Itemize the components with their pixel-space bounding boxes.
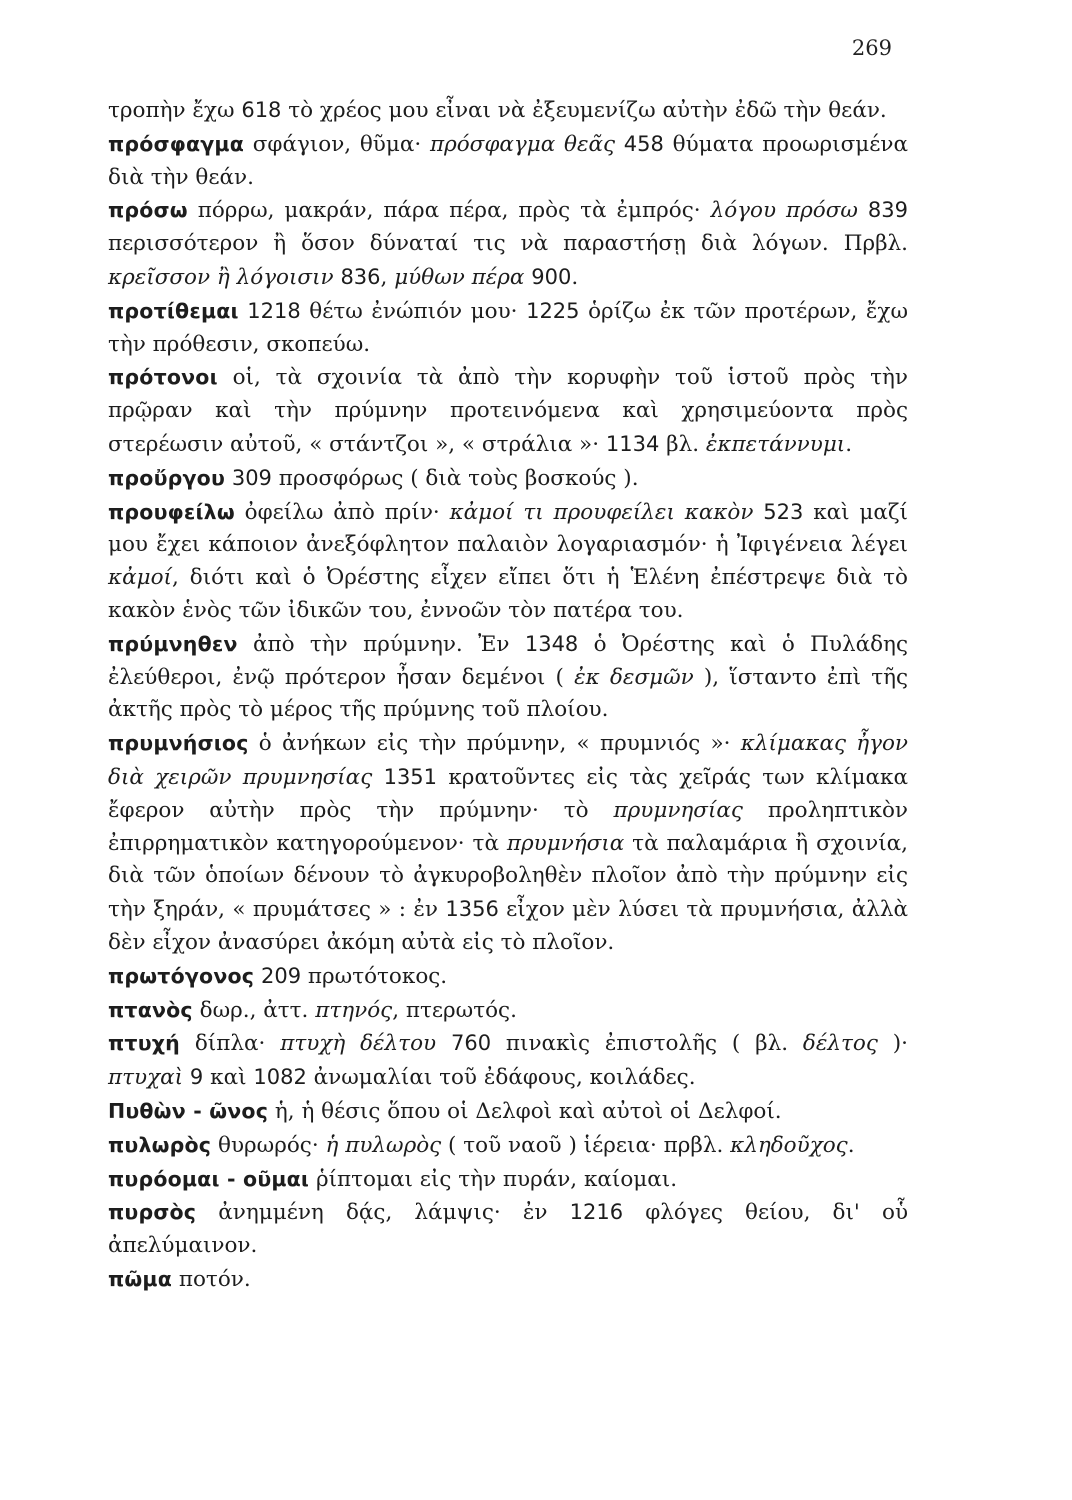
entry-text: 1356 (445, 897, 499, 922)
entry-text: 1351 (383, 764, 438, 789)
entry-text: φλόγες θείου, δι' οὗ ἀπελύμαινον. (108, 1200, 909, 1259)
entry-pyrsos (108, 1196, 908, 1263)
entry-text: μύθων πέρα (394, 264, 525, 290)
headword: πτανὸς (108, 997, 193, 1022)
entry-continuation (108, 94, 908, 128)
entry-text: ποτόν. (172, 1266, 251, 1292)
entry-text (254, 964, 261, 989)
entry-ptyche (108, 1027, 908, 1095)
entry-text: σφάγιον, θῦμα· (244, 131, 430, 157)
entry-text: πρόσφαγμα θεᾶς (429, 131, 616, 157)
headword: πτυχή (108, 1031, 180, 1056)
entry-text: κληδοῦχος (730, 1132, 848, 1158)
entry-text: τὸ χρέος μου εἶναι νὰ ἐξευμενίζω αὐτὴν ἐδῶ τὴν θεάν. (281, 98, 887, 123)
entry-text: δωρ., ἀττ. (192, 997, 316, 1023)
headword: πῶμα (108, 1266, 173, 1291)
entry-text: ὁ ἀνήκων εἰς τὴν πρύμνην, « πρυμνιός »· (248, 731, 741, 757)
entry-text: κἀμοί (108, 565, 172, 591)
entry-proso (108, 194, 908, 294)
entry-text: ), ἵσταντο ἐπὶ τῆς ἀκτῆς πρὸς τὸ μέρος τῆς πρύμνης τοῦ πλοίου. (108, 664, 909, 723)
entry-text: θύματα προωρισμένα διὰ τὴν θεάν. (108, 131, 908, 190)
entry-pyloros (108, 1129, 908, 1163)
headword: πυλωρὸς (108, 1132, 212, 1157)
entry-text: 458 (623, 131, 664, 156)
entry-text: πόρρω, μακράν, πάρα πέρα, πρὸς τὰ ἐμπρός· (187, 198, 711, 224)
entry-pyroomai (108, 1163, 908, 1197)
headword: προτίθεμαι (108, 298, 239, 323)
entry-text: 1348 (524, 631, 579, 656)
entry-text: προληπτικὸν ἐπιρρηματικὸν κατηγορούμενον· τὰ (108, 797, 908, 856)
headword: πρύμνηθεν (108, 631, 238, 656)
entry-text: καὶ (203, 1065, 254, 1091)
entry-text: πρωτότοκος. (301, 963, 448, 989)
entry-text: ἀνωμαλίαι τοῦ ἐδάφους, κοιλάδες. (306, 1065, 696, 1091)
entry-prymnethen (108, 628, 908, 727)
entry-text: 1082 (253, 1065, 307, 1090)
entry-text: θυρωρός· (211, 1132, 326, 1158)
entry-text: 9 (189, 1065, 204, 1090)
entry-poma (108, 1263, 908, 1297)
headword: πυρόομαι - οῦμαι (108, 1166, 310, 1191)
entry-text: 618 (241, 98, 282, 122)
entry-text: περισσότερον ἢ ὅσον δύναταί τις νὰ παραστήσῃ διὰ λόγων. Πρβλ. (108, 231, 908, 257)
entry-text: ὁ Ὀρέστης καὶ ὁ Πυλάδης ἐλεύθεροι, ἐνῷ πρότερον ἦσαν δεμένοι ( (108, 631, 908, 690)
entry-prymnesios (108, 727, 908, 960)
entry-text: 836 (340, 264, 381, 289)
entry-text: κἀμοί τι προυφείλει κακὸν (449, 499, 754, 525)
entry-text: , πτερωτός. (392, 997, 517, 1023)
headword: πυρσὸς (108, 1200, 197, 1225)
entry-text (225, 466, 232, 491)
entry-text: ( τοῦ ναοῦ ) ἱέρεια· πρβλ. (441, 1132, 731, 1158)
entry-protonoi (108, 361, 908, 461)
page-number: 269 (851, 36, 892, 60)
entry-text: ἀπὸ τὴν πρύμνην. Ἐν (237, 631, 525, 657)
entry-protithemai (108, 295, 908, 362)
entry-text: ἐκπετάννυμι (705, 431, 846, 457)
entry-text (239, 299, 248, 324)
entry-text: 209 (260, 963, 302, 988)
entry-text: 1134 (605, 431, 660, 456)
entry-text: 900 (531, 264, 572, 289)
entry-text: κρατοῦντες εἰς τὰς χεῖράς των κλίμακα ἔφερον αὐτὴν πρὸς τὴν πρύμνην· τὸ (108, 764, 908, 823)
entry-text: ἡ πυλωρὸς (325, 1132, 442, 1158)
entry-text: , διότι καὶ ὁ Ὀρέστης εἶχεν εἴπει ὅτι ἡ Ἑλένη ἐπέστρεψε διὰ τὸ κακὸν ἑνὸς τῶν ἰδικῶν του, ἐννοῶν τὸν πατέρα του. (108, 565, 908, 623)
entry-text: ὀφείλω ἀπὸ πρίν· (234, 499, 450, 525)
entry-text: ἀνημμένη δᾴς, λάμψις· ἐν (196, 1200, 570, 1226)
entry-text: πτηνός (315, 997, 393, 1023)
entry-text: ἐκ δεσμῶν (574, 664, 694, 690)
headword: προυφείλω (108, 499, 235, 524)
entry-text: . (847, 1132, 855, 1158)
entry-text: 1225 (526, 298, 580, 323)
entry-text: . (845, 431, 853, 457)
entry-text: βλ. (659, 431, 706, 457)
entry-text: 1218 (247, 298, 301, 323)
entry-text: τὰ παλαμάρια ἢ σχοινία, διὰ τῶν ὁποίων δένουν τὸ ἀγκυροβοληθὲν πλοῖον ἀπὸ τὴν πρύμνην εἰς τὴν ξηράν, « πρυμάτσες » : ἐν (108, 830, 908, 923)
entry-text: 523 (763, 499, 804, 524)
entry-text: δέλτος (802, 1031, 878, 1057)
entry-text: προσφόρως ( διὰ τοὺς βοσκούς ). (271, 465, 639, 491)
entry-text: κρεῖσσον ἢ λόγοισιν (108, 264, 334, 290)
entry-text: )· (877, 1031, 908, 1057)
headword: προὔργου (108, 465, 225, 490)
entry-text: ὁρίζω ἐκ τῶν προτέρων, ἔχω τὴν πρόθεσιν, σκοπεύω. (108, 298, 908, 357)
entry-proufeilo (108, 496, 908, 628)
headword: πρωτόγονος (108, 963, 255, 988)
entry-text: τροπὴν ἔχω (108, 98, 242, 123)
entry-text: 309 (231, 465, 272, 490)
entry-prosfagma (108, 128, 908, 195)
entry-text: πτυχὴ δέλτου (280, 1031, 437, 1057)
headword: πρόσω (108, 198, 188, 223)
entry-text: πτυχαὶ (108, 1065, 184, 1091)
entry-text: εἶχον μὲν λύσει τὰ πρυμνήσια, ἀλλὰ δὲν εἶχον ἀνασύρει ἀκόμη αὐτὰ εἰς τὸ πλοῖον. (108, 897, 908, 955)
headword: πρυμνήσιος (108, 731, 249, 756)
entry-text: λόγου πρόσω (710, 198, 858, 224)
entry-text: , (380, 264, 395, 290)
entry-protogonos (108, 960, 908, 994)
glossary-page (108, 94, 908, 1297)
entry-prourgou (108, 462, 908, 496)
headword: Πυθὼν - ῶνος (108, 1098, 269, 1123)
entry-text: 1216 (569, 1200, 624, 1225)
entry-text: 760 (450, 1031, 492, 1056)
entry-text: 839 (867, 198, 908, 223)
entry-text: πρυμνησίας (613, 797, 743, 823)
entry-text: πρυμνήσια (506, 830, 625, 856)
headword: πρόσφαγμα (108, 131, 244, 156)
entry-python (108, 1095, 908, 1129)
entry-text: οἱ, τὰ σχοινία τὰ ἀπὸ τὴν κορυφὴν τοῦ ἱστοῦ πρὸς τὴν πρῷραν καὶ τὴν πρύμνην προτεινόμενα καὶ χρησιμεύοντα πρὸς στερέωσιν αὐτοῦ, « στάντζοι », « στράλια »· (108, 365, 908, 457)
entry-text: κλίμακας ἦγον διὰ χειρῶν πρυμνησίας (108, 731, 909, 790)
entry-text: ἡ, ἡ θέσις ὅπου οἱ Δελφοὶ καὶ αὐτοὶ οἱ Δελφοί. (268, 1098, 782, 1124)
entry-text: πινακὶς ἐπιστολῆς ( βλ. (491, 1031, 803, 1057)
entry-text: καὶ μαζί μου ἔχει κάποιον ἀνεξόφλητον παλαιὸν λογαριασμόν· ἡ Ἰφιγένεια λέγει (108, 499, 908, 558)
headword: πρότονοι (108, 365, 218, 390)
entry-text: θέτω ἐνώπιόν μου· (300, 298, 527, 324)
entry-text: ῥίπτομαι εἰς τὴν πυράν, καίομαι. (309, 1166, 678, 1192)
entry-text: δίπλα· (179, 1031, 281, 1057)
entry-text: . (571, 264, 579, 290)
entry-ptanos (108, 994, 908, 1028)
